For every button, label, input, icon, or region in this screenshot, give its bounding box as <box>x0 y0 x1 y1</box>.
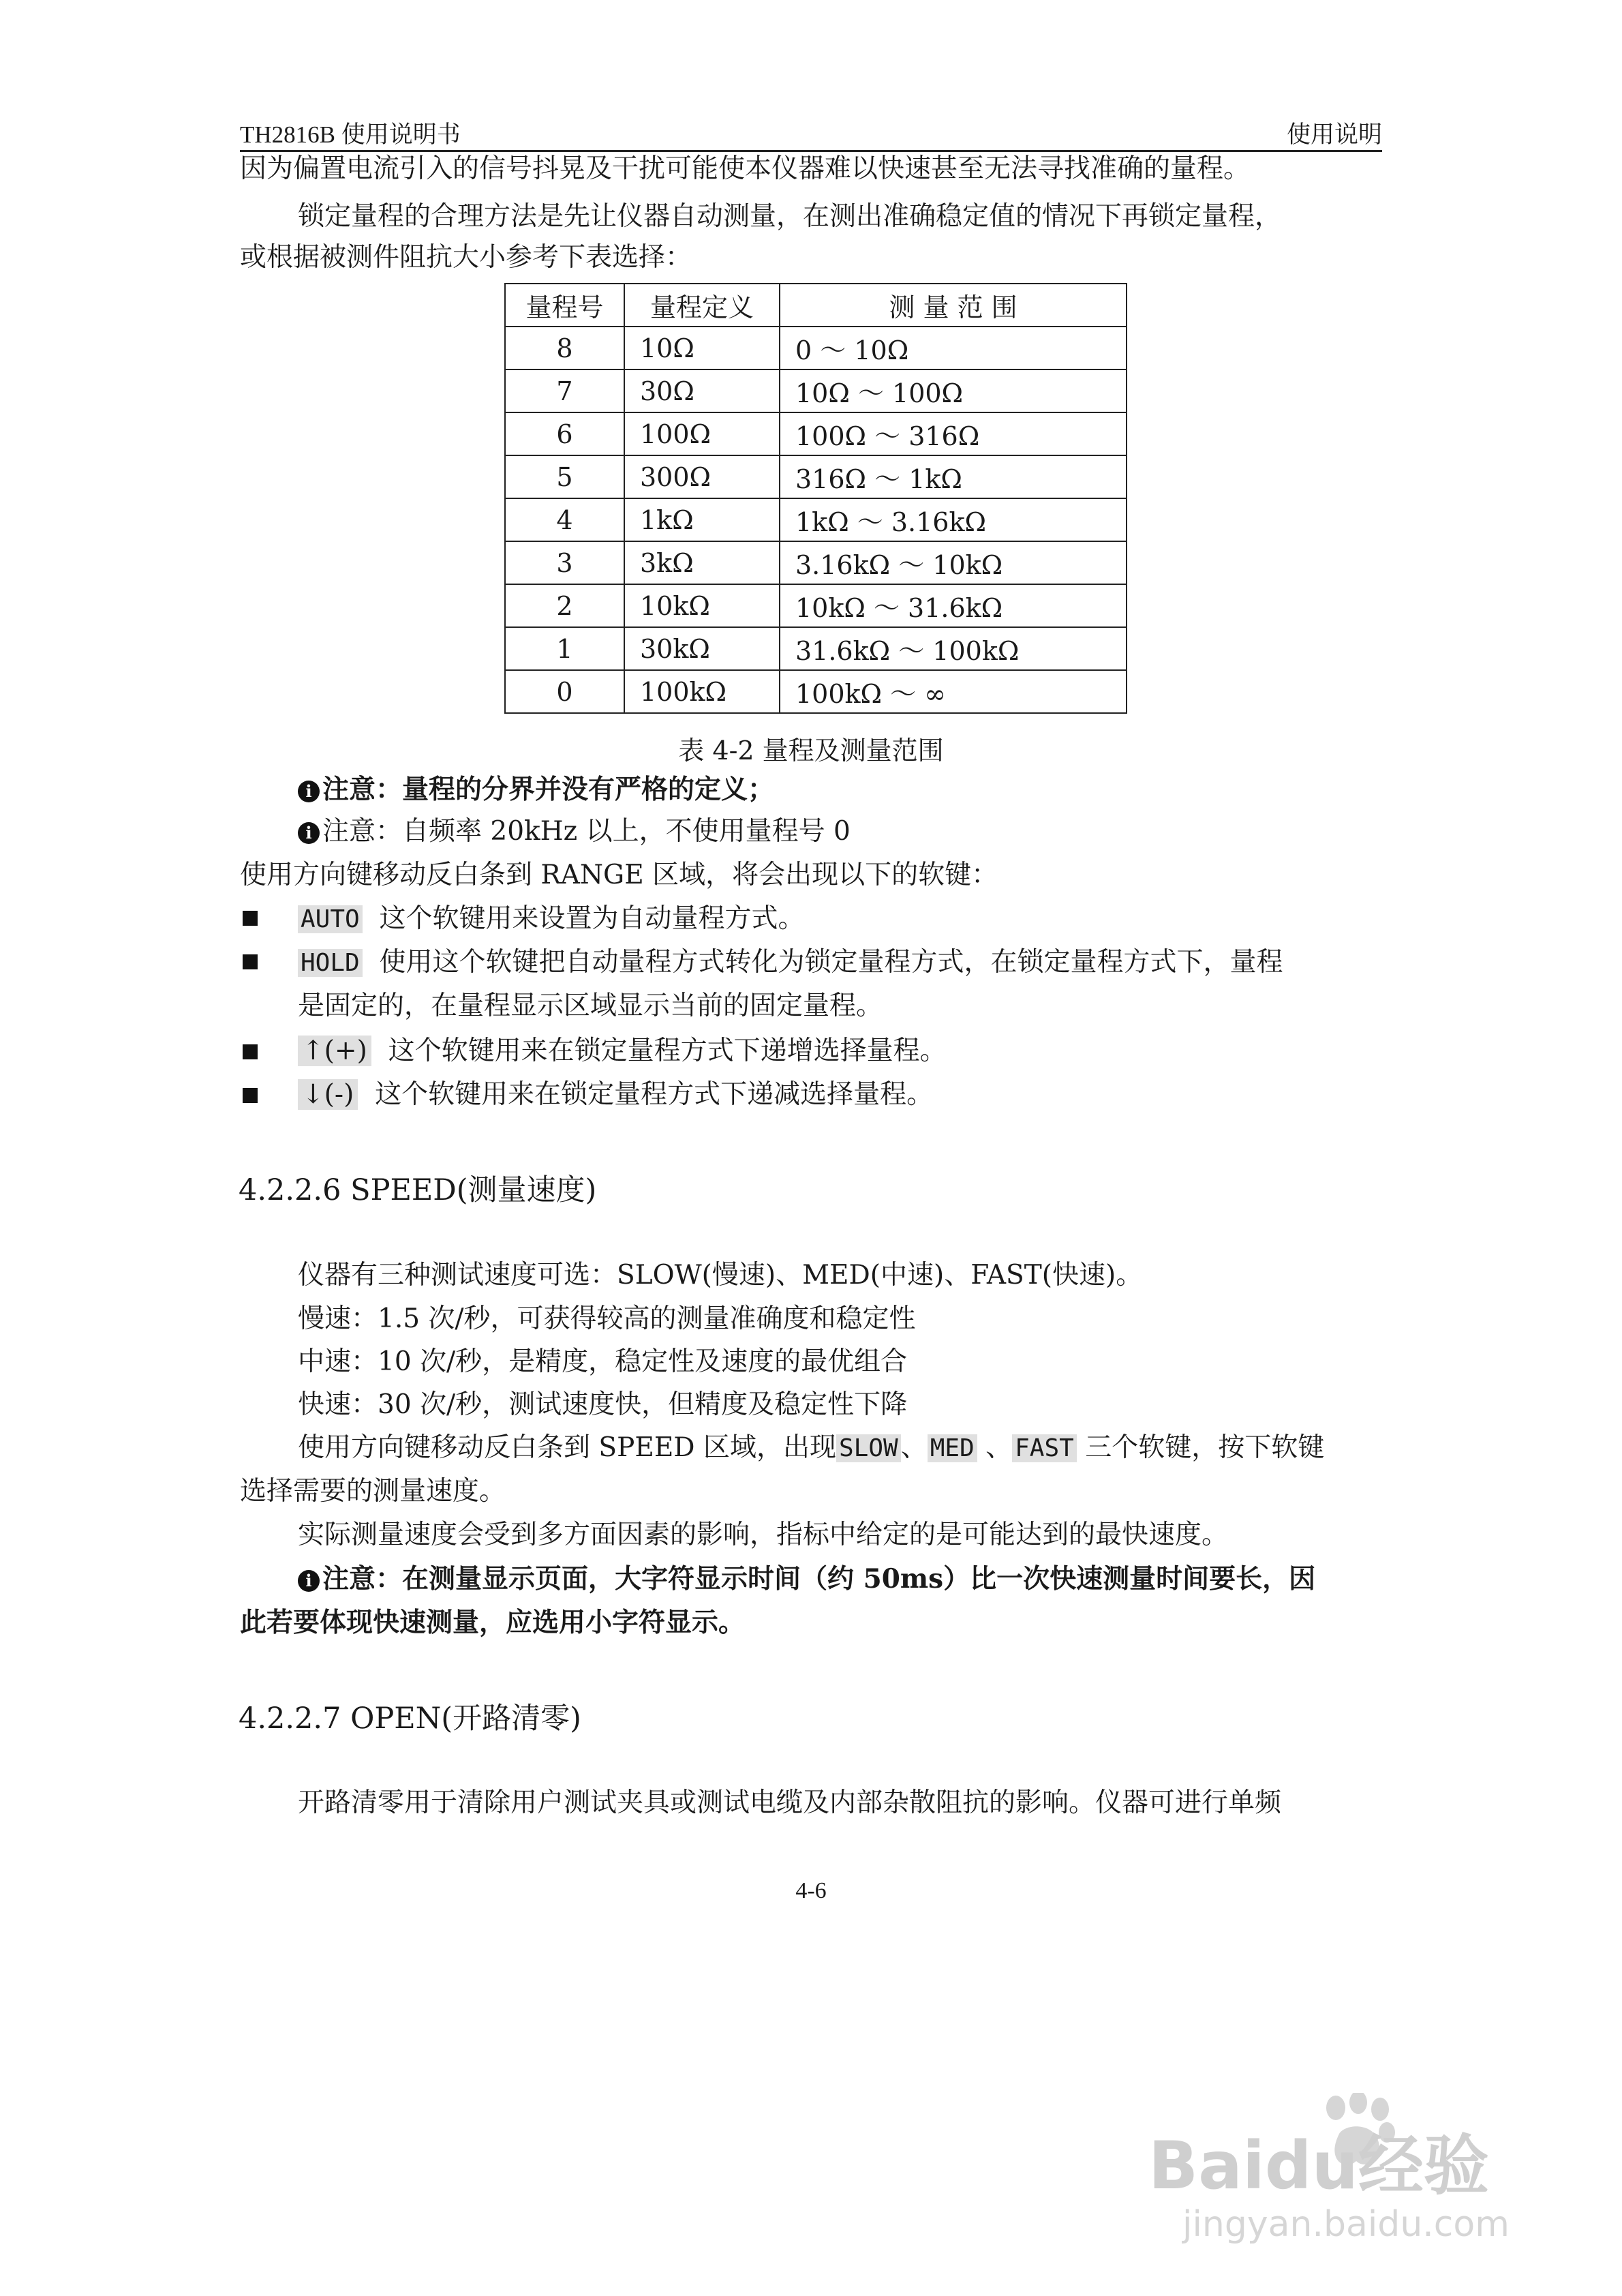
table-row <box>505 369 1127 412</box>
table-cell: 30kΩ <box>624 627 780 670</box>
table-cell: 30Ω <box>624 369 780 412</box>
table-row <box>505 627 1127 670</box>
table-header-row <box>505 284 1127 327</box>
paragraph-text: 使用方向键移动反白条到 SPEED 区域，出现 <box>298 1432 836 1463</box>
softkey-slow: SLOW <box>836 1434 901 1462</box>
table-row <box>505 670 1127 713</box>
note-text: 注意：量程的分界并没有严格的定义； <box>322 774 775 805</box>
table-cell: 300Ω <box>624 455 780 498</box>
table-cell: 1 <box>505 627 624 670</box>
note <box>298 770 774 809</box>
paragraph: 或根据被测件阻抗大小参考下表选择： <box>240 242 692 273</box>
info-icon: i <box>298 1570 320 1592</box>
paragraph: 选择需要的测量速度。 <box>240 1476 506 1507</box>
table-cell: 100Ω ～ 316Ω <box>780 412 1127 455</box>
paragraph: 开路清零用于清除用户测试夹具或测试电缆及内部杂散阻抗的影响。仪器可进行单频 <box>298 1787 1282 1818</box>
table-cell: 5 <box>505 455 624 498</box>
section-heading: 4.2.2.7 OPEN(开路清零) <box>239 1702 581 1736</box>
paragraph: 中速：10 次/秒，是精度，稳定性及速度的最优组合 <box>298 1346 908 1377</box>
bullet-icon <box>243 911 258 926</box>
column-header: 量程定义 <box>624 284 780 327</box>
info-icon: i <box>298 822 320 844</box>
table-cell: 6 <box>505 412 624 455</box>
list-item <box>298 943 1283 982</box>
softkey-fast: FAST <box>1012 1434 1077 1462</box>
watermark-url: jingyan.baidu.com <box>1182 2204 1510 2245</box>
table-cell: 1kΩ ～ 3.16kΩ <box>780 498 1127 541</box>
info-icon: i <box>298 781 320 802</box>
note-text: 注意：自频率 20kHz 以上，不使用量程号 0 <box>322 816 851 847</box>
paragraph: 因为偏置电流引入的信号抖晃及干扰可能使本仪器难以快速甚至无法寻找准确的量程。 <box>240 153 1251 184</box>
separator: 、 <box>900 1432 928 1463</box>
section-heading: 4.2.2.6 SPEED(测量速度) <box>239 1173 597 1207</box>
table-caption: 表 4-2 量程及测量范围 <box>678 736 944 766</box>
paragraph: 慢速：1.5 次/秒，可获得较高的测量准确度和稳定性 <box>298 1303 916 1334</box>
softkey-decrement: ↓(-) <box>298 1079 358 1110</box>
page-number: 4-6 <box>795 1878 827 1903</box>
list-item-continuation: 是固定的，在量程显示区域显示当前的固定量程。 <box>298 991 883 1021</box>
table-cell: 4 <box>505 498 624 541</box>
table-cell: 0 ～ 10Ω <box>780 327 1127 369</box>
list-item <box>298 1076 933 1114</box>
table-cell: 3kΩ <box>624 541 780 584</box>
bullet-icon <box>243 1044 258 1059</box>
paragraph: 快速：30 次/秒，测试速度快，但精度及稳定性下降 <box>298 1389 908 1420</box>
column-header: 测 量 范 围 <box>780 284 1127 327</box>
table-cell: 3 <box>505 541 624 584</box>
paragraph <box>298 1429 1324 1468</box>
table-row <box>505 327 1127 369</box>
list-item <box>298 1032 947 1070</box>
table-row <box>505 455 1127 498</box>
table-cell: 0 <box>505 670 624 713</box>
paragraph: 锁定量程的合理方法是先让仪器自动测量，在测出准确稳定值的情况下再锁定量程， <box>298 201 1282 232</box>
table-cell: 10kΩ <box>624 584 780 627</box>
bullet-icon <box>243 954 258 969</box>
table-cell: 31.6kΩ ～ 100kΩ <box>780 627 1127 670</box>
table-cell: 100kΩ ～ ∞ <box>780 670 1127 713</box>
softkey-med: MED <box>928 1434 977 1462</box>
column-header: 量程号 <box>505 284 624 327</box>
paragraph-text: 三个软键，按下软键 <box>1076 1432 1325 1463</box>
table-row <box>505 498 1127 541</box>
paragraph: 使用方向键移动反白条到 RANGE 区域，将会出现以下的软键： <box>240 860 998 890</box>
note <box>298 1560 1315 1598</box>
softkey-auto: AUTO <box>298 905 363 933</box>
table-cell: 100kΩ <box>624 670 780 713</box>
note <box>298 813 851 851</box>
list-item-text: 使用这个软键把自动量程方式转化为锁定量程方式，在锁定量程方式下，量程 <box>379 947 1283 978</box>
table-cell: 8 <box>505 327 624 369</box>
bullet-icon <box>243 1088 258 1103</box>
list-item-text: 这个软键用来在锁定量程方式下递增选择量程。 <box>388 1036 947 1066</box>
table-cell: 316Ω ～ 1kΩ <box>780 455 1127 498</box>
table-cell: 100Ω <box>624 412 780 455</box>
note-text: 注意：在测量显示页面，大字符显示时间（约 50ms）比一次快速测量时间要长，因 <box>322 1563 1316 1595</box>
table-cell: 10Ω <box>624 327 780 369</box>
list-item <box>298 900 805 939</box>
softkey-hold: HOLD <box>298 949 363 977</box>
paragraph: 仪器有三种测试速度可选：SLOW(慢速)、MED(中速)、FAST(快速)。 <box>298 1260 1143 1290</box>
table-row <box>505 584 1127 627</box>
table-cell: 10kΩ ～ 31.6kΩ <box>780 584 1127 627</box>
note-continuation: 此若要体现快速测量，应选用小字符显示。 <box>240 1607 746 1638</box>
table-cell: 1kΩ <box>624 498 780 541</box>
table-cell: 3.16kΩ ～ 10kΩ <box>780 541 1127 584</box>
table-cell: 2 <box>505 584 624 627</box>
separator: 、 <box>977 1432 1013 1463</box>
paragraph: 实际测量速度会受到多方面因素的影响，指标中给定的是可能达到的最快速度。 <box>298 1520 1229 1550</box>
softkey-increment: ↑(+) <box>298 1036 371 1066</box>
table-cell: 10Ω ～ 100Ω <box>780 369 1127 412</box>
header-title: TH2816B 使用说明书 <box>240 121 461 148</box>
table-row <box>505 412 1127 455</box>
watermark-brand: Baidu经验 <box>1148 2128 1489 2204</box>
range-table <box>504 283 1127 714</box>
list-item-text: 这个软键用来在锁定量程方式下递减选择量程。 <box>375 1079 934 1110</box>
header-section: 使用说明 <box>1286 121 1382 148</box>
table-row <box>505 541 1127 584</box>
table-cell: 7 <box>505 369 624 412</box>
list-item-text: 这个软键用来设置为自动量程方式。 <box>379 903 805 934</box>
baidu-watermark-logo <box>1142 2093 1550 2250</box>
